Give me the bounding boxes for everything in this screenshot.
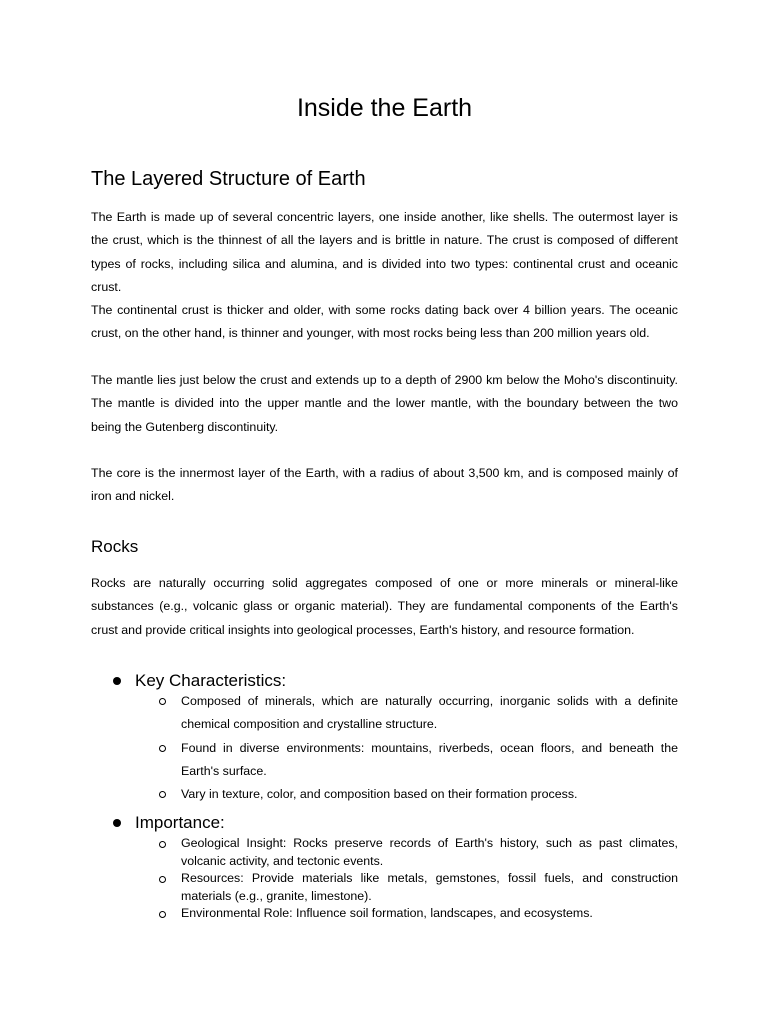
list-item xyxy=(159,835,678,870)
list-item-text: Found in diverse environments: mountains, riverbeds, ocean floors, and beneath the Earth's surface. xyxy=(181,740,678,778)
rocks-intro-paragraph: Rocks are naturally occurring solid aggregates composed of one or more minerals or mineral-like substances (e.g., volcanic glass or organic material). They are fundamental components of the Earth's crust and provide critical insights into geological processes, Earth's history, and resource formation. xyxy=(91,576,678,637)
list-item xyxy=(159,690,678,737)
section-heading-rocks: Rocks xyxy=(91,537,139,556)
list-item-text: Vary in texture, color, and composition based on their formation process. xyxy=(181,787,578,802)
mantle-paragraph: The mantle lies just below the crust and extends up to a depth of 2900 km below the Moho's discontinuity. The mantle is divided into the upper mantle and the lower mantle, with the boundary between the two being the Gutenberg discontinuity. xyxy=(91,373,678,434)
list-item xyxy=(159,737,678,784)
bullet-circle-icon xyxy=(159,745,166,752)
key-characteristics-label: Key Characteristics: xyxy=(135,671,287,690)
importance-label: Importance: xyxy=(135,813,225,832)
bullet-circle-icon xyxy=(159,911,166,918)
crust-paragraph xyxy=(91,206,678,346)
bullet-dot-icon xyxy=(113,819,121,827)
document-title: Inside the Earth xyxy=(296,94,473,122)
list-item-text: Geological Insight: Rocks preserve records of Earth's history, such as past climates, volcanic activity, and tectonic events. xyxy=(181,836,678,868)
list-item-text: Resources: Provide materials like metals, gemstones, fossil fuels, and construction materials (e.g., granite, limestone). xyxy=(181,871,678,903)
list-item-text: Environmental Role: Influence soil formation, landscapes, and ecosystems. xyxy=(181,906,593,920)
list-item-text: Composed of minerals, which are naturally occurring, inorganic solids with a definite chemical composition and crystalline structure. xyxy=(181,694,678,732)
bullet-circle-icon xyxy=(159,876,166,883)
bullet-circle-icon xyxy=(159,841,166,848)
bullet-circle-icon xyxy=(159,698,166,705)
crust-paragraph-1: The Earth is made up of several concentric layers, one inside another, like shells. The outermost layer is the crust, which is the thinnest of all the layers and is brittle in nature. The crust is composed of different types of rocks, including silica and alumina, and is divided into two types: continental crust and oceanic crust. xyxy=(91,210,678,294)
bullet-dot-icon xyxy=(113,677,121,685)
key-characteristics-list xyxy=(159,690,678,806)
list-item xyxy=(159,870,678,905)
list-item xyxy=(159,783,678,806)
core-paragraph: The core is the innermost layer of the Earth, with a radius of about 3,500 km, and is composed mainly of iron and nickel. xyxy=(91,466,678,504)
list-item xyxy=(159,905,678,923)
crust-paragraph-2: The continental crust is thicker and older, with some rocks dating back over 4 billion years. The oceanic crust, on the other hand, is thinner and younger, with most rocks being less than 200 million years old. xyxy=(91,303,678,341)
section-heading-layered-structure: The Layered Structure of Earth xyxy=(91,168,366,190)
importance-list xyxy=(159,835,678,923)
bullet-circle-icon xyxy=(159,791,166,798)
